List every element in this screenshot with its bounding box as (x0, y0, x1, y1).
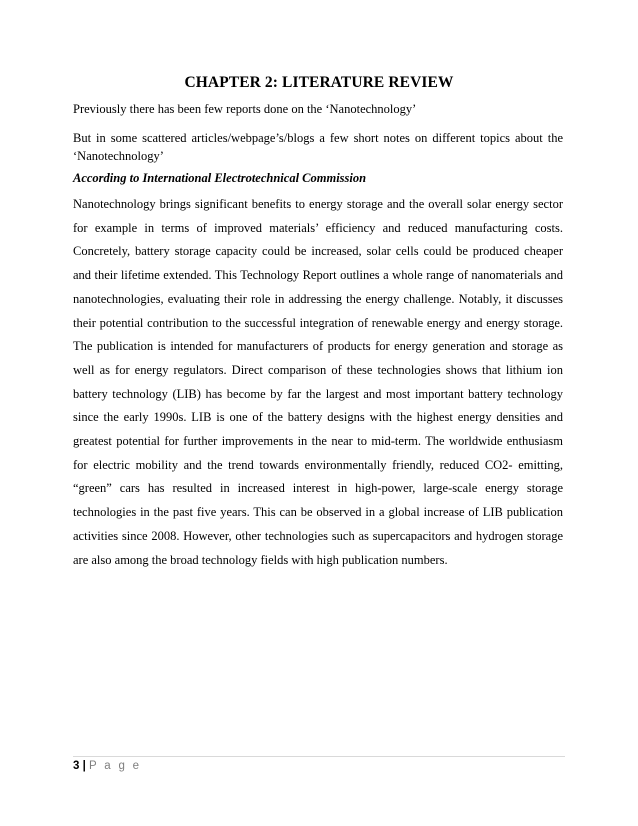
footer-separator: | (82, 760, 86, 772)
intro-paragraph: Previously there has been few reports done on the ‘Nanotechnology’ (73, 102, 417, 116)
chapter-title: CHAPTER 2: LITERATURE REVIEW (184, 74, 454, 91)
page-footer (73, 760, 141, 772)
section-heading: According to International Electrotechnical Commission (73, 171, 367, 185)
page-label: P a g e (89, 760, 142, 772)
body-paragraph: Nanotechnology brings significant benefits to energy storage and the overall solar energy sector for example in terms of improved materials’ efficiency and reduced manufacturing costs. Concretely, battery storage capacity could be increased, solar cells could be produced cheaper and their lifetime extended. This Technology Report outlines a whole range of nanomaterials and nanotechnologies, evaluating their role in addressing the energy challenge. Notably, it discusses their potential contribution to the successful integration of renewable energy and energy storage. The publication is intended for manufacturers of products for energy generation and storage as well as for energy regulators. Direct comparison of these technologies shows that lithium ion battery technology (LIB) has become by far the largest and most important battery technology since the early 1990s. LIB is one of the battery designs with the highest energy densities and greatest potential for further improvements in the near to mid-term. The worldwide enthusiasm for electric mobility and the trend towards environmentally friendly, reduced CO2- emitting, “green” cars has resulted in increased interest in high-power, large-scale energy storage technologies in the past five years. This can be observed in a global increase of LIB publication activities since 2008. However, other technologies such as supercapacitors and hydrogen storage are also among the broad technology fields with high publication numbers. (73, 197, 563, 567)
second-paragraph: But in some scattered articles/webpage’s/blogs a few short notes on different topics about the ‘Nanotechnology’ (73, 131, 563, 163)
footer-divider (73, 756, 565, 757)
page-number: 3 (73, 760, 80, 772)
